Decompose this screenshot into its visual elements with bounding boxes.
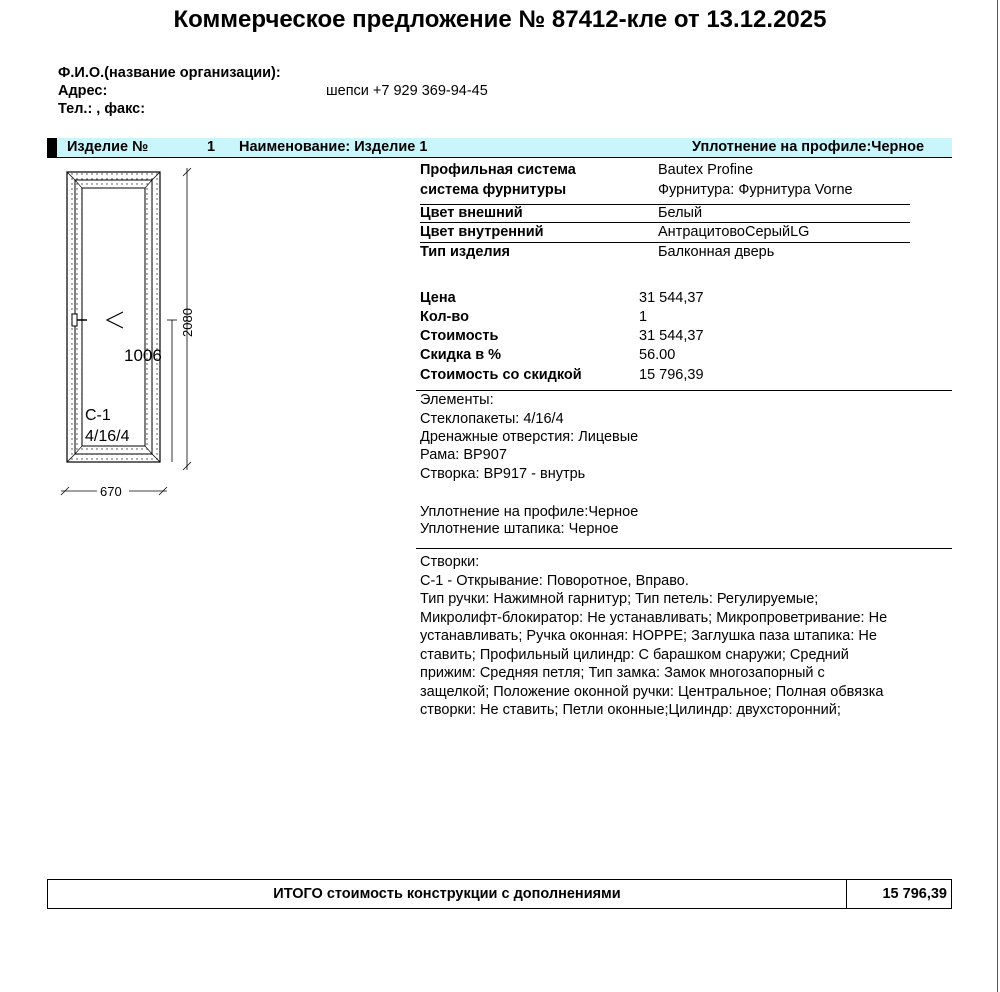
page-edge: [997, 0, 998, 992]
spec-value-color-inner: АнтрацитовоСерыйLG: [658, 224, 810, 240]
sashes-line: ставить; Профильный цилиндр: С барашком снаружи; Средний: [420, 646, 849, 663]
total-box: [47, 879, 952, 909]
discount-label: Скидка в %: [420, 347, 502, 363]
spec-value-profile: Bautex Profine: [658, 162, 754, 178]
spec-label-color-outer: Цвет внешний: [420, 205, 523, 221]
glass-label: 4/16/4: [85, 428, 130, 445]
item-seal: Уплотнение на профиле:Черное: [692, 139, 925, 155]
sashes-line: защелкой; Положение оконной ручки: Центральное; Полная обвязка: [420, 683, 884, 700]
door-drawing: [55, 162, 205, 502]
discount-value: 56.00: [639, 347, 676, 363]
quantity-value: 1: [639, 309, 648, 325]
sashes-description: [420, 553, 950, 720]
elements-line: Створка: ВР917 - внутрь: [420, 466, 586, 482]
spec-label-profile: Профильная система: [420, 162, 576, 178]
width-dimension-label: 670: [100, 484, 122, 499]
quantity-label: Кол-во: [420, 309, 469, 325]
section-divider: [416, 390, 952, 391]
page-title: Коммерческое предложение № 87412-кле от 13.12.2025: [173, 6, 827, 33]
spec-divider: [420, 242, 910, 243]
sashes-line: створки: Не ставить; Петли оконные;Цилиндр: двухсторонний;: [420, 702, 841, 718]
spec-value-type: Балконная дверь: [658, 244, 775, 260]
client-name-label: Ф.И.О.(название организации):: [58, 65, 281, 81]
spec-value-hardware: Фурнитура: Фурнитура Vorne: [658, 182, 853, 198]
client-address-value: шепси +7 929 369-94-45: [326, 83, 488, 99]
price-label: Цена: [420, 290, 456, 306]
elements-line: Дренажные отверстия: Лицевые: [420, 429, 639, 445]
sashes-line: С-1 - Открывание: Поворотное, Вправо.: [420, 572, 689, 589]
section-divider: [416, 548, 952, 549]
total-value: 15 796,39: [882, 886, 947, 902]
spec-label-hardware: система фурнитуры: [420, 182, 567, 198]
item-header-marker: [47, 138, 57, 157]
cost-label: Стоимость: [420, 328, 499, 344]
seal-line: Уплотнение на профиле:Черное: [420, 504, 639, 520]
height-dimension-label: 2080: [180, 308, 195, 337]
item-header-underline: [47, 157, 952, 158]
elements-heading: Элементы:: [420, 392, 494, 408]
handle-height-label: 1006: [124, 346, 162, 365]
spec-value-color-outer: Белый: [658, 205, 703, 221]
item-name: Наименование: Изделие 1: [239, 139, 428, 155]
sashes-line: прижим: Средняя петля; Тип замка: Замок многозапорный с: [420, 665, 825, 681]
elements-line: Рама: ВР907: [420, 447, 507, 463]
discounted-cost-value: 15 796,39: [639, 367, 704, 383]
client-phone-label: Тел.: , факс:: [58, 101, 146, 117]
seal-line: Уплотнение штапика: Черное: [420, 521, 619, 537]
sash-label: С-1: [85, 407, 111, 424]
client-address-label: Адрес:: [58, 83, 108, 99]
sashes-line: Микролифт-блокиратор: Не устанавливать; Микропроветривание: Не: [420, 609, 888, 626]
cost-value: 31 544,37: [639, 328, 704, 344]
sashes-line: устанавливать; Ручка оконная: HOPPE; Заглушка паза штапика: Не: [420, 628, 877, 644]
total-label: ИТОГО стоимость конструкции с дополнениями: [48, 880, 847, 908]
item-number-label: Изделие №: [67, 139, 149, 155]
spec-label-color-inner: Цвет внутренний: [420, 224, 544, 240]
spec-divider: [420, 222, 910, 223]
item-number: 1: [207, 139, 216, 155]
sashes-line: Створки:: [420, 554, 480, 570]
spec-label-type: Тип изделия: [420, 244, 510, 260]
sashes-line: Тип ручки: Нажимной гарнитур; Тип петель: Регулируемые;: [420, 591, 819, 607]
elements-line: Стеклопакеты: 4/16/4: [420, 411, 564, 427]
price-value: 31 544,37: [639, 290, 704, 306]
discounted-cost-label: Стоимость со скидкой: [420, 367, 582, 383]
